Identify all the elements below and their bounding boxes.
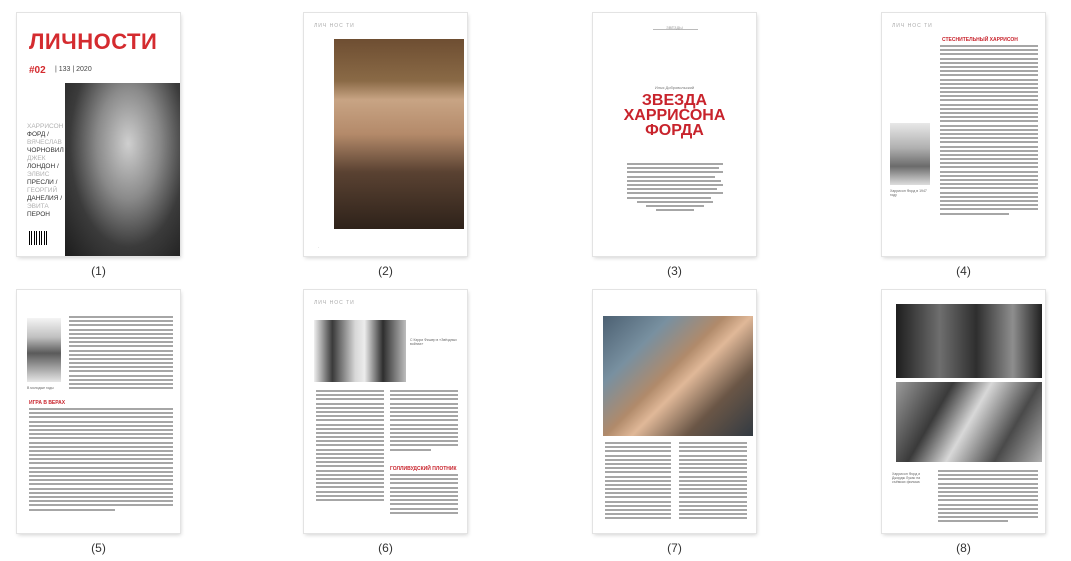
cover-name: ПЕРОН [27, 211, 50, 218]
page-thumbnail-4[interactable] [882, 13, 1045, 256]
cover-name: ДАНЕЛИЯ / [27, 195, 63, 202]
photo-caption: Харрисон Форд и Джордж Лукас на съёмках фильма [892, 472, 921, 484]
intro-text-block [627, 163, 723, 213]
cover-issue: #02 [29, 65, 46, 76]
article-title [593, 93, 756, 138]
magazine-logo: ЛИЧ НОС ТИ [892, 23, 933, 29]
photo-caption: Харрисон Форд в 1947 году [890, 189, 927, 197]
text-column-left [316, 390, 384, 503]
section-subheading: ГОЛЛИВУДСКИЙ ПЛОТНИК [390, 466, 457, 472]
childhood-photo [890, 123, 930, 185]
title-line: ХАРРИСОНА [623, 107, 726, 124]
magazine-logo: ЛИЧ НОС ТИ [314, 23, 355, 29]
text-column [940, 45, 1038, 217]
page-thumbnail-8[interactable] [882, 290, 1045, 533]
section-subheading: ИГРА В ВЕРАХ [29, 400, 66, 406]
cover-name: ЭВИТА [27, 203, 49, 210]
page-caption-7: (7) [667, 541, 682, 555]
cover-name: ДЖЕК [27, 155, 46, 162]
title-line: ЗВЕЗДА [641, 92, 708, 109]
page-thumbnail-5[interactable] [17, 290, 180, 533]
text-column-right [679, 442, 747, 522]
photo-caption: В молодые годы [27, 386, 54, 390]
film-set-photo [896, 382, 1042, 462]
page-caption-6: (6) [378, 541, 393, 555]
author-name: Илья Добровольский [654, 85, 695, 90]
duo-photo [314, 320, 406, 382]
page-thumbnail-7[interactable] [593, 290, 756, 533]
workshop-photo [603, 316, 753, 436]
young-portrait-photo [27, 318, 61, 382]
cover-names [27, 123, 77, 219]
cover-name: ФОРД / [27, 131, 49, 138]
text-column [938, 470, 1038, 524]
page-thumbnail-2[interactable] [304, 13, 467, 256]
cover-name: ВЯЧЕСЛАВ [27, 139, 62, 146]
page-thumbnail-1[interactable] [17, 13, 180, 256]
page-thumbnail-3[interactable] [593, 13, 756, 256]
section-heading: СТЕСНИТЕЛЬНЫЙ ХАРРИСОН [942, 37, 1018, 43]
page-caption-8: (8) [956, 541, 971, 555]
photo-caption: С Кэрри Фишер в «Звёздных войнах» [410, 338, 457, 346]
cover-name: ЛОНДОН / [27, 163, 59, 170]
cover-name: ЧОРНОВИЛ / [27, 147, 68, 154]
cover-year: | 133 | 2020 [55, 66, 92, 73]
magazine-logo: ЛИЧ НОС ТИ [314, 300, 355, 306]
section-label: ЗВЁЗДЫ [666, 25, 683, 30]
page-caption-2: (2) [378, 264, 393, 278]
portrait-photo [334, 39, 464, 229]
cover-name: ХАРРИСОН [27, 123, 64, 130]
page-caption-5: (5) [91, 541, 106, 555]
page-caption-3: (3) [667, 264, 682, 278]
film-set-photo [896, 304, 1042, 378]
barcode-icon [29, 231, 49, 245]
text-column-right-lower [390, 474, 458, 516]
cover-photo [65, 83, 180, 256]
cover-name: ЭЛВИС [27, 171, 50, 178]
text-column [29, 408, 173, 513]
cover-name: ПРЕСЛИ / [27, 179, 58, 186]
cover-title: ЛИЧНОСТИ [29, 29, 158, 54]
text-column [69, 316, 173, 391]
text-column-right [390, 390, 458, 453]
title-line: ФОРДА [645, 122, 704, 139]
text-column-left [605, 442, 671, 522]
page-caption-1: (1) [91, 264, 106, 278]
page-thumbnail-6[interactable] [304, 290, 467, 533]
page-caption-4: (4) [956, 264, 971, 278]
page-number: · [318, 245, 320, 250]
cover-name: ГЕОРГИЙ [27, 187, 58, 194]
